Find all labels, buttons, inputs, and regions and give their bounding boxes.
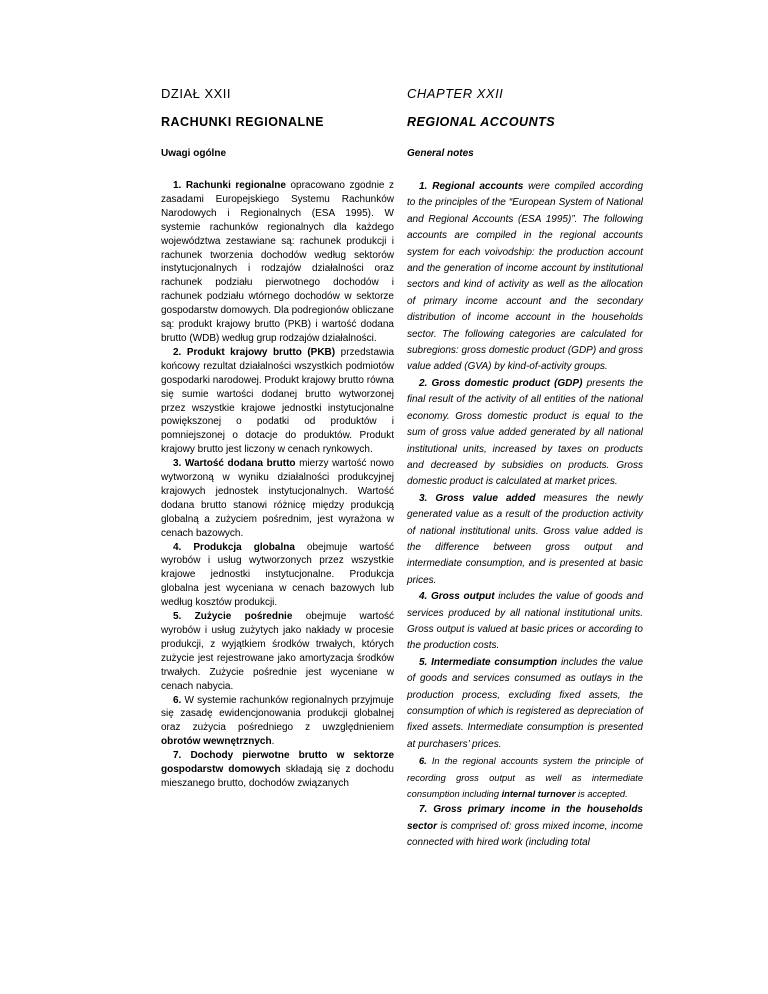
paragraph: 5. Intermediate consumption includes the value of goods and services consumed as outlays in the production process, excluding fixed assets, the consumption of which is registered as depreciation of fixed assets. Intermediate consumption is presented at purchasers’ prices. <box>407 656 644 750</box>
paragraph: 2. Produkt krajowy brutto (PKB) przedstawia końcowy rezultat działalności wszystkich podmiotów gospodarki narodowej. Produkt krajowy brutto równa się sumie wartości dodanej brutto wytworzonej przez wszystkie krajowe jednostki instytucjonalne powiększonej o podatki od produktów i pomniejszonej o dotacje do produktów. Produkt krajowy brutto jest liczony w cenach rynkowych. <box>161 346 395 456</box>
paragraph: 7. Gross primary income in the households sector is comprised of: gross mixed income, income connected with hired work (including total <box>407 804 643 849</box>
chapter-title: REGIONAL ACCOUNTS <box>407 115 556 129</box>
paragraph: 6. In the regional accounts system the principle of recording gross output as well as intermediate consumption including internal turnover is accepted. <box>407 756 643 800</box>
polish-column <box>161 85 395 789</box>
paragraph: 4. Produkcja globalna obejmuje wartość wyrobów i usług wytworzonych przez wszystkie krajowe jednostki instytucjonalne. Produkcja globalna jest wyceniana w cenach bazowych lub według kosztów produkcji. <box>161 541 394 609</box>
english-column <box>407 85 644 849</box>
paragraph: 6. W systemie rachunków regionalnych przyjmuje się zasadę ewidencjonowania produkcji globalnej oraz zużycia pośredniego z uwzględnieniem obrotów wewnętrznych. <box>161 694 394 748</box>
body-text <box>407 179 643 852</box>
paragraph: 5. Zużycie pośrednie obejmuje wartość wyrobów i usług zużytych jako nakłady w procesie produkcji, z wyjątkiem środków trwałych, których zużycie jest rejestrowane jako amortyzacja środków trwałych. Zużycie pośrednie jest wyceniane w cenach nabycia. <box>161 611 395 692</box>
paragraph: 7. Dochody pierwotne brutto w sektorze gospodarstw domowych składają się z dochodu mieszanego brutto, dochodów związanych <box>161 750 394 789</box>
paragraph: 3. Wartość dodana brutto mierzy wartość nowo wytworzoną w wyniku działalności produkcyjnej krajowych jednostek instytucjonalnych. Wartość dodana brutto stanowi różnicę między produkcją globalną a zużyciem pośrednim, jest wyrażona w cenach bazowych. <box>161 458 394 539</box>
notes-heading: Uwagi ogólne <box>161 148 226 159</box>
paragraph: 4. Gross output includes the value of goods and services produced by all national institutional units. Gross output is valued at basic prices or according to the production costs. <box>407 591 644 652</box>
body-text <box>161 179 394 791</box>
chapter-title: RACHUNKI REGIONALNE <box>161 115 324 129</box>
chapter-label: CHAPTER XXII <box>407 86 504 101</box>
paragraph: 3. Gross value added measures the newly generated value as a result of the production activity of national institutional units. Gross value added is the difference between gross output and intermediate consumption, and is presented at basic prices. <box>407 492 643 586</box>
chapter-label: DZIAŁ XXII <box>161 86 232 101</box>
paragraph: 1. Rachunki regionalne opracowano zgodnie z zasadami Europejskiego Systemu Rachunków Narodowych i Regionalnych (ESA 1995). W systemie rachunków regionalnych dla każdego województwa zestawiane są: rachunek produkcji i rachunek tworzenia dochodów według sektorów instytucjonalnych i rodzajów działalności oraz rachunek podziału pierwotnego dochodów i rachunek podziału wtórnego dochodów w sektorze gospodarstw domowych. Dla podregionów obliczane są: produkt krajowy brutto (PKB) i wartość dodana brutto (WDB) według grup rodzajów działalności. <box>161 180 394 344</box>
paragraph: 2. Gross domestic product (GDP) presents the final result of the activity of all entities of the national economy. Gross domestic product is equal to the sum of gross value added generated by all national institutional units, increased by taxes on products and decreased by subsidies on products. Gross domestic product is calculated at market prices. <box>407 377 644 488</box>
notes-heading: General notes <box>407 148 474 159</box>
paragraph: 1. Regional accounts were compiled according to the principles of the “European System of National and Regional Accounts (ESA 1995)”. The following accounts are compiled in the regional accounts system for each voivodship: the production account and the generation of income account by institutional sectors and kind of activity as well as the allocation of primary income account and the secondary distribution of income account in the households sector. The following categories are calculated for subregions: gross domestic product (GDP) and gross value added (GVA) by kind-of-activity groups. <box>407 181 644 373</box>
